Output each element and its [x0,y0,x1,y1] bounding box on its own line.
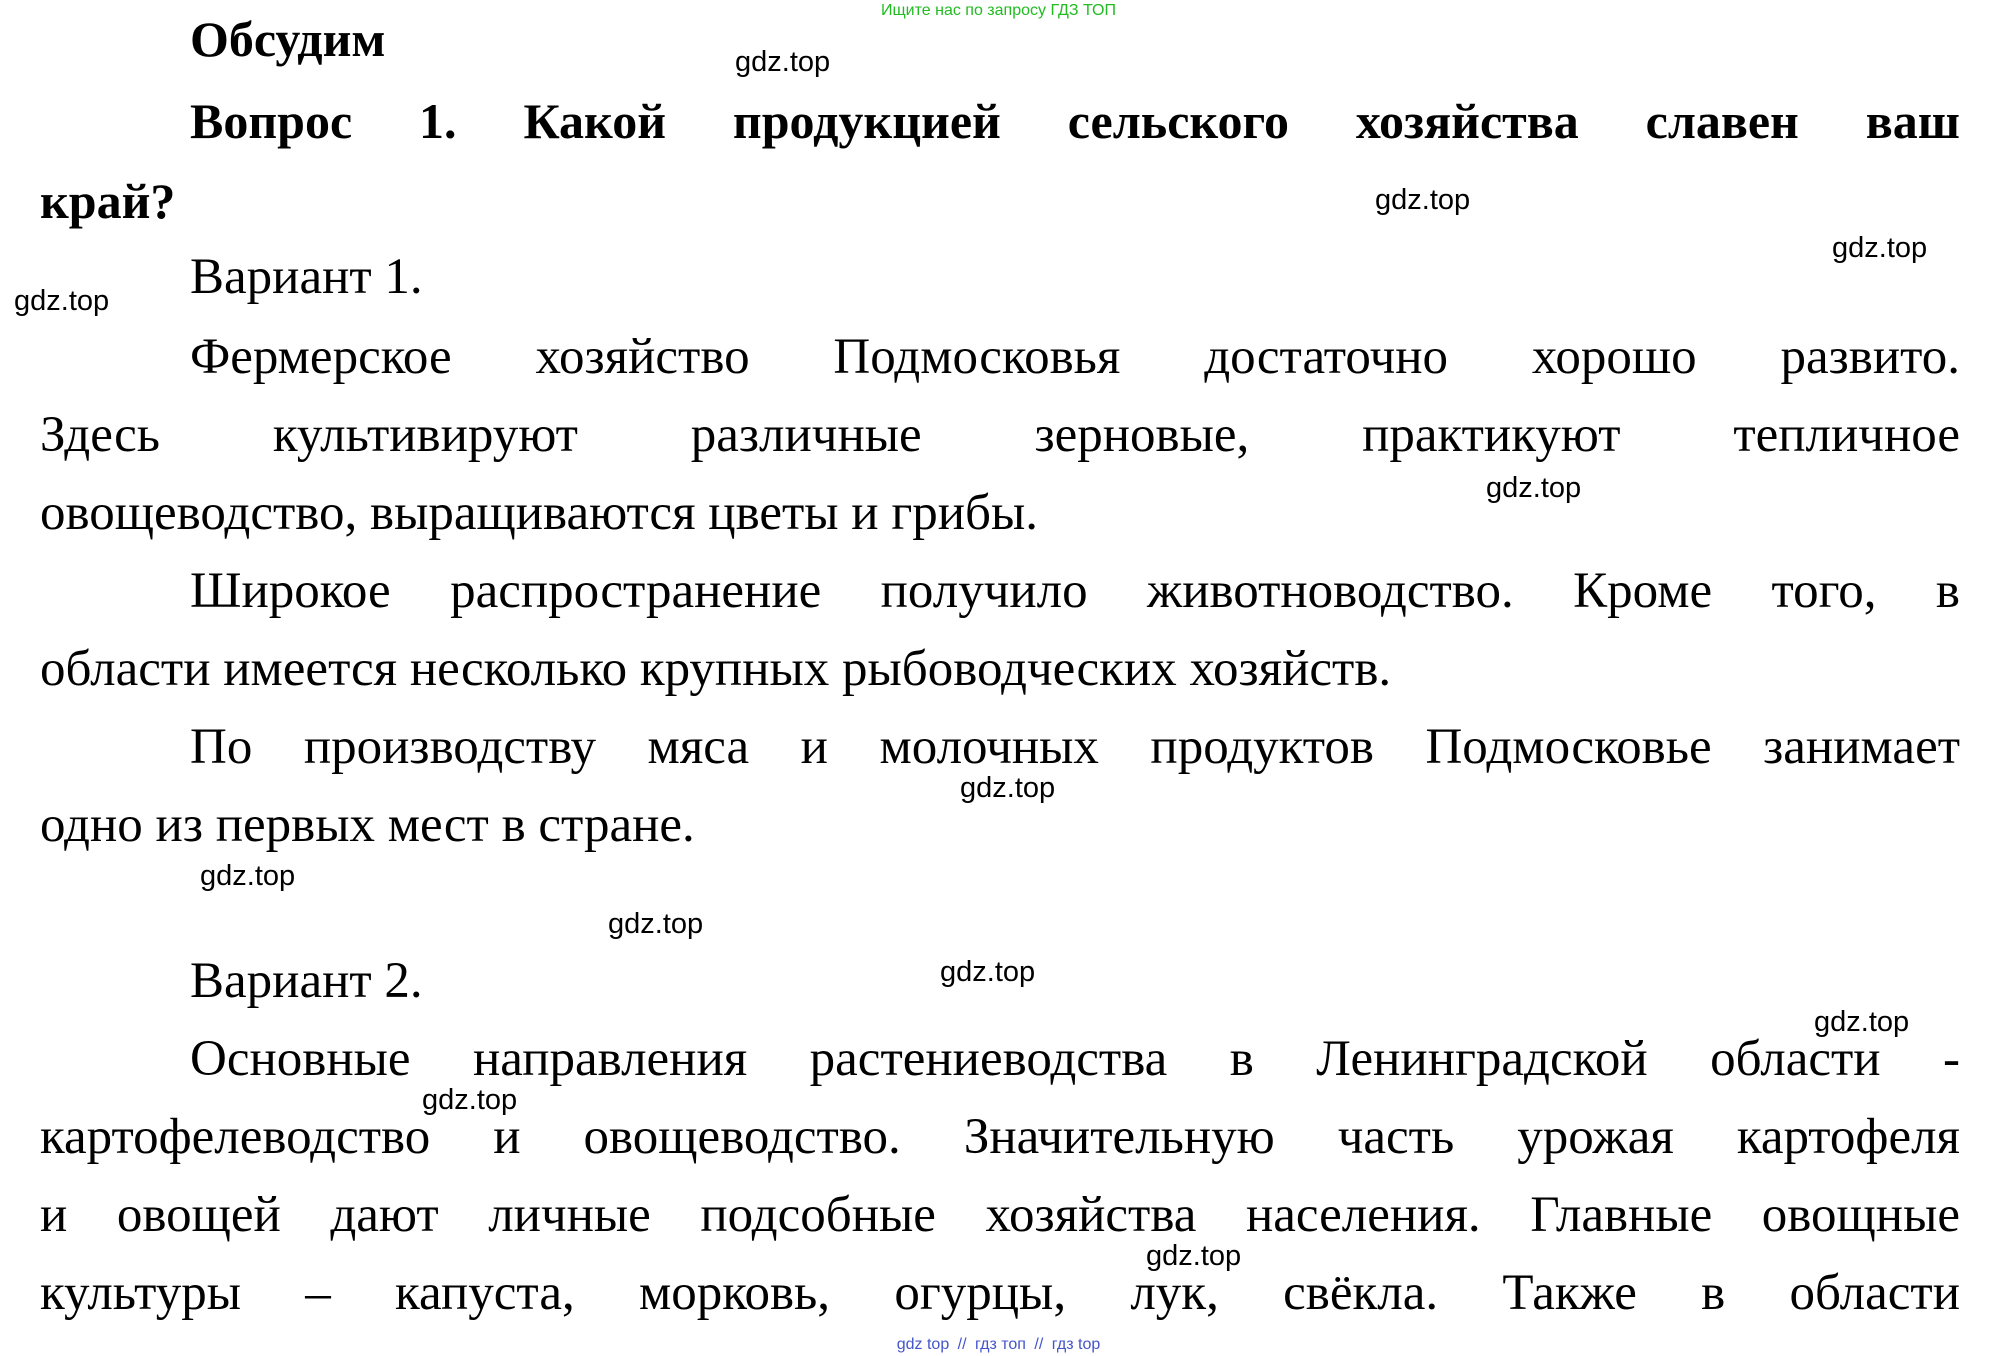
watermark: gdz.top [1486,472,1582,504]
v1-p1-line-3: овощеводство, выращиваются цветы и грибы. [40,485,1039,541]
footer-link-gdz-top-mixed[interactable]: гдз top [1051,1336,1101,1353]
watermark: gdz.top [1146,1240,1242,1272]
watermark: gdz.top [200,860,296,892]
section-heading: Обсудим [190,11,386,67]
watermark: gdz.top [608,908,704,940]
watermark: gdz.top [1832,232,1928,264]
v1-p1-line-1: Фермерское хозяйство Подмосковья достаточно хорошо развито. [190,329,1960,385]
variant-1-title: Вариант 1. [190,249,423,305]
watermark: gdz.top [960,772,1056,804]
v2-p1-line-1: Основные направления растениеводства в Ленинградской области - [190,1031,1960,1087]
v2-p1-line-2: картофелеводство и овощеводство. Значительную часть урожая картофеля [40,1109,1960,1165]
watermark: gdz.top [14,285,110,317]
question-line-1: Вопрос 1. Какой продукцией сельского хозяйства славен ваш [190,93,1960,149]
v1-p3-line-2: одно из первых мест в стране. [40,797,695,853]
top-search-hint[interactable]: Ищите нас по запросу ГДЗ ТОП [881,2,1116,19]
watermark: gdz.top [422,1084,518,1116]
v1-p2-line-2: области имеется несколько крупных рыбоводческих хозяйств. [40,641,1392,697]
v2-p1-line-4: культуры – капуста, морковь, огурцы, лук, свёкла. Также в области [40,1265,1960,1321]
v1-p3-line-1: По производству мяса и молочных продуктов Подмосковье занимает [190,719,1960,775]
watermark: gdz.top [735,46,831,78]
v1-p2-line-1: Широкое распространение получило животноводство. Кроме того, в [190,563,1960,619]
variant-2-title: Вариант 2. [190,953,423,1009]
question-line-2: край? [40,173,176,229]
footer-separator: // [1034,1336,1044,1353]
v1-p1-line-2: Здесь культивируют различные зерновые, практикуют тепличное [40,407,1960,463]
watermark: gdz.top [940,956,1036,988]
footer-link-gdz-top[interactable]: gdz top [896,1336,950,1353]
watermark: gdz.top [1375,184,1471,216]
watermark: gdz.top [1814,1006,1910,1038]
footer-links [0,1336,1997,1354]
v2-p1-line-3: и овощей дают личные подсобные хозяйства населения. Главные овощные [40,1187,1960,1243]
footer-separator: // [957,1336,967,1353]
footer-link-gdz-top-ru[interactable]: гдз топ [975,1336,1026,1353]
